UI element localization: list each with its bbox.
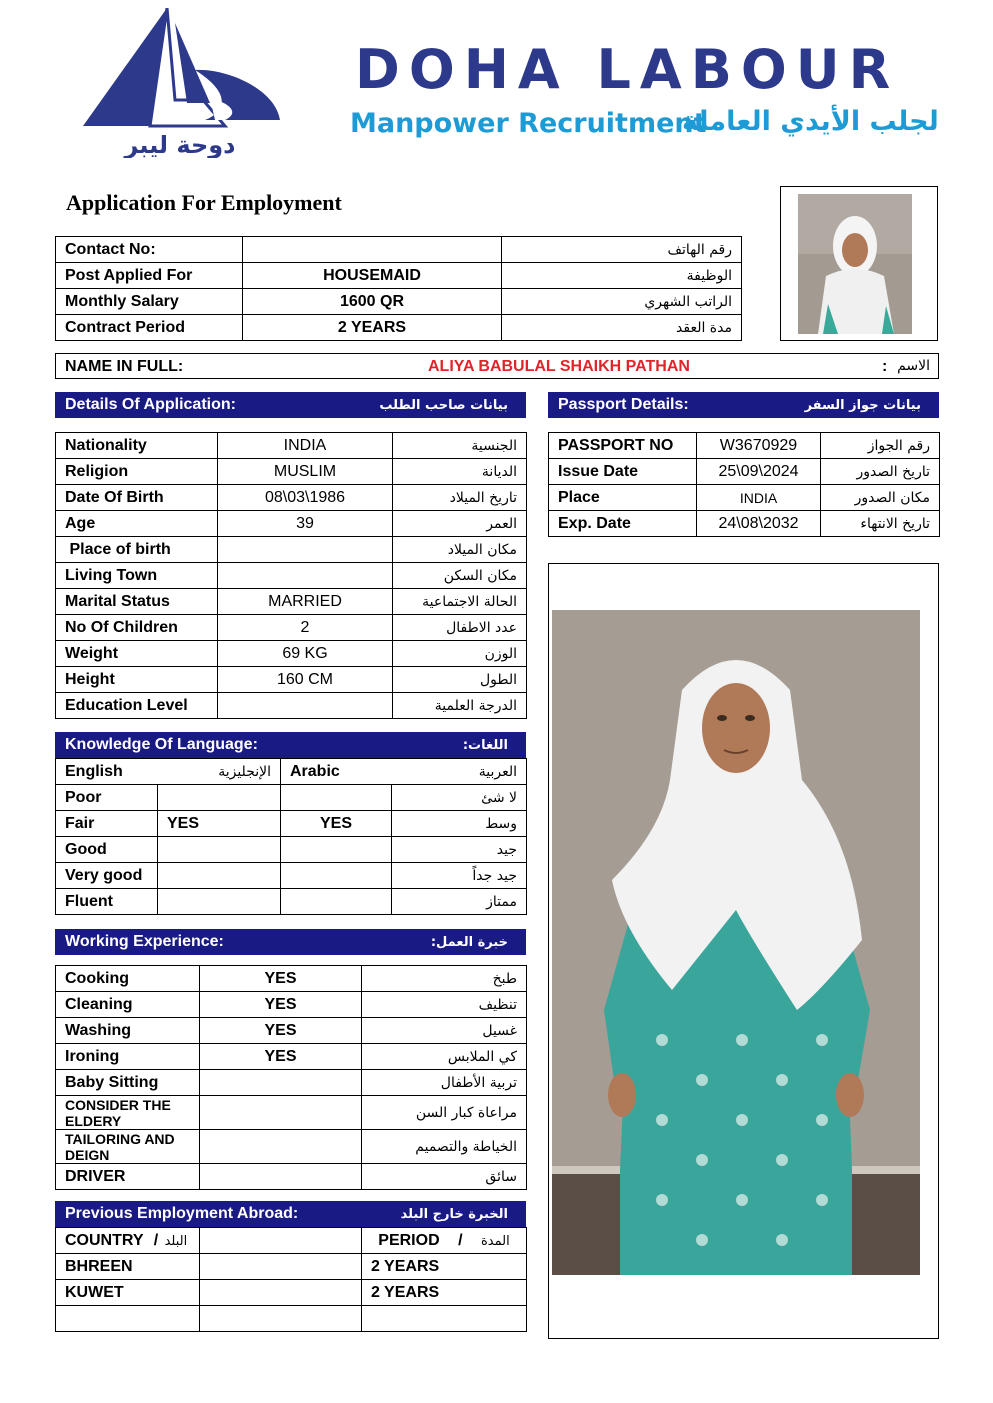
nationality-label: Nationality xyxy=(56,433,218,459)
tailoring-label-ar: الخياطة والتصميم xyxy=(362,1130,527,1164)
issue-place-value: INDIA xyxy=(697,485,821,511)
prev-country-2: KUWET xyxy=(56,1280,200,1306)
name-label: NAME IN FULL: xyxy=(65,358,184,375)
height-label: Height xyxy=(56,667,218,693)
period-col-label xyxy=(362,1228,527,1254)
issue-place-label-ar: مكان الصدور xyxy=(821,485,940,511)
experience-header-label: Working Experience: xyxy=(65,933,224,950)
nationality-value: INDIA xyxy=(218,433,393,459)
table-row xyxy=(56,459,527,485)
table-row xyxy=(56,863,527,889)
ironing-value: YES xyxy=(200,1044,362,1070)
english-col-label: English xyxy=(56,759,158,785)
small-photo-frame xyxy=(780,186,938,341)
living-town-value xyxy=(218,563,393,589)
passport-no-value: W3670929 xyxy=(697,433,821,459)
contact-label-ar: رقم الهاتف xyxy=(502,237,742,263)
arabic-very-good-value xyxy=(281,863,392,889)
driver-label-ar: سائق xyxy=(362,1164,527,1190)
details-header-ar: بيانات صاحب الطلب xyxy=(379,397,508,413)
level-good-label-ar: جيد xyxy=(392,837,527,863)
table-row xyxy=(56,1044,527,1070)
baby-sitting-label: Baby Sitting xyxy=(56,1070,200,1096)
language-header-label: Knowledge Of Language: xyxy=(65,736,258,753)
salary-label: Monthly Salary xyxy=(56,289,243,315)
table-row xyxy=(549,459,940,485)
age-label-ar: العمر xyxy=(393,511,527,537)
top-info-table xyxy=(55,236,742,341)
baby-sitting-value xyxy=(200,1070,362,1096)
previous-header-label: Previous Employment Abroad: xyxy=(65,1205,299,1222)
english-very-good-value xyxy=(158,863,281,889)
contract-value: 2 YEARS xyxy=(243,315,502,341)
table-row xyxy=(56,889,527,915)
applicant-photo-full xyxy=(552,610,920,1275)
prev-period-1: 2 YEARS xyxy=(362,1254,527,1280)
birthplace-label-ar: مكان الميلاد xyxy=(393,537,527,563)
prev-empty-3 xyxy=(200,1306,362,1332)
dob-value: 08\03\1986 xyxy=(218,485,393,511)
prev-period-2: 2 YEARS xyxy=(362,1280,527,1306)
birthplace-label: Place of birth xyxy=(56,537,218,563)
table-row xyxy=(56,315,742,341)
table-row xyxy=(549,485,940,511)
issue-date-value: 25\09\2024 xyxy=(697,459,821,485)
prev-empty-1 xyxy=(200,1254,362,1280)
language-header-ar: اللغات: xyxy=(462,737,508,753)
children-label: No Of Children xyxy=(56,615,218,641)
table-row xyxy=(56,837,527,863)
table-row xyxy=(56,785,527,811)
brand-subtitle-arabic: لجلب الأيدي العاملة xyxy=(682,106,939,137)
issue-place-label: Place xyxy=(549,485,697,511)
passport-header-ar: بيانات جواز السفر xyxy=(804,397,921,413)
previous-header xyxy=(55,1201,526,1227)
dob-label: Date Of Birth xyxy=(56,485,218,511)
details-table xyxy=(55,432,527,719)
details-header-label: Details Of Application: xyxy=(65,396,236,413)
cooking-label: Cooking xyxy=(56,966,200,992)
english-col-label-ar: الإنجليزية xyxy=(158,759,281,785)
post-label-ar: الوظيفة xyxy=(502,263,742,289)
details-header xyxy=(55,392,526,418)
company-logo xyxy=(75,8,285,158)
table-row xyxy=(56,1018,527,1044)
tailoring-value xyxy=(200,1130,362,1164)
experience-header-ar: خبرة العمل: xyxy=(430,934,508,950)
table-row xyxy=(56,811,527,837)
brand-subtitle: Manpower Recruitment xyxy=(350,108,707,139)
period-col-ar: المدة xyxy=(480,1233,510,1249)
level-fluent-label: Fluent xyxy=(56,889,158,915)
contact-value xyxy=(243,237,502,263)
table-row xyxy=(56,759,527,785)
applicant-photo-small xyxy=(798,194,912,334)
weight-label: Weight xyxy=(56,641,218,667)
level-poor-label-ar: لا شئ xyxy=(392,785,527,811)
table-row xyxy=(56,485,527,511)
arabic-fair-value: YES xyxy=(281,811,392,837)
level-very-good-label: Very good xyxy=(56,863,158,889)
cooking-label-ar: طبخ xyxy=(362,966,527,992)
post-value: HOUSEMAID xyxy=(243,263,502,289)
country-col-text: COUNTRY xyxy=(65,1231,144,1249)
experience-table xyxy=(55,965,527,1190)
issue-date-label-ar: تاريخ الصدور xyxy=(821,459,940,485)
country-col-sep: / xyxy=(153,1231,159,1249)
religion-value: MUSLIM xyxy=(218,459,393,485)
marital-label-ar: الحالة الاجتماعية xyxy=(393,589,527,615)
marital-value: MARRIED xyxy=(218,589,393,615)
english-fair-value: YES xyxy=(158,811,281,837)
table-row xyxy=(56,1254,527,1280)
passport-no-label-ar: رقم الجواز xyxy=(821,433,940,459)
level-poor-label: Poor xyxy=(56,785,158,811)
table-row xyxy=(56,1280,527,1306)
table-row xyxy=(56,563,527,589)
arabic-good-value xyxy=(281,837,392,863)
height-label-ar: الطول xyxy=(393,667,527,693)
previous-table xyxy=(55,1227,527,1332)
prev-country-1: BHREEN xyxy=(56,1254,200,1280)
washing-label: Washing xyxy=(56,1018,200,1044)
large-photo-frame xyxy=(548,563,939,1339)
language-table xyxy=(55,758,527,915)
previous-header-ar: الخبرة خارج البلد xyxy=(400,1206,508,1222)
marital-label: Marital Status xyxy=(56,589,218,615)
baby-sitting-label-ar: تربية الأطفال xyxy=(362,1070,527,1096)
table-row xyxy=(56,589,527,615)
period-col-sep: / xyxy=(458,1231,463,1249)
table-row xyxy=(56,1096,527,1130)
table-row xyxy=(56,263,742,289)
issue-date-label: Issue Date xyxy=(549,459,697,485)
table-row xyxy=(56,1070,527,1096)
age-value: 39 xyxy=(218,511,393,537)
name-row xyxy=(55,353,939,379)
table-row xyxy=(56,693,527,719)
name-label-ar: الاسم xyxy=(897,358,930,374)
salary-value: 1600 QR xyxy=(243,289,502,315)
arabic-fluent-value xyxy=(281,889,392,915)
passport-header-label: Passport Details: xyxy=(558,396,689,413)
cleaning-label: Cleaning xyxy=(56,992,200,1018)
table-row xyxy=(56,433,527,459)
weight-label-ar: الوزن xyxy=(393,641,527,667)
period-col-text: PERIOD xyxy=(378,1231,440,1249)
experience-header xyxy=(55,929,526,955)
table-row xyxy=(56,1306,527,1332)
country-col-ar: البلد xyxy=(164,1233,188,1249)
weight-value: 69 KG xyxy=(218,641,393,667)
driver-label: DRIVER xyxy=(56,1164,200,1190)
living-town-label-ar: مكان السكن xyxy=(393,563,527,589)
table-row xyxy=(56,537,527,563)
exp-date-value: 24\08\2032 xyxy=(697,511,821,537)
children-value: 2 xyxy=(218,615,393,641)
birthplace-value xyxy=(218,537,393,563)
contract-label: Contract Period xyxy=(56,315,243,341)
ironing-label-ar: كي الملابس xyxy=(362,1044,527,1070)
contract-label-ar: مدة العقد xyxy=(502,315,742,341)
passport-table xyxy=(548,432,940,537)
post-label: Post Applied For xyxy=(56,263,243,289)
education-label: Education Level xyxy=(56,693,218,719)
living-town-label: Living Town xyxy=(56,563,218,589)
driver-value xyxy=(200,1164,362,1190)
arabic-col-label: Arabic xyxy=(281,759,392,785)
children-label-ar: عدد الاطفال xyxy=(393,615,527,641)
elderly-value xyxy=(200,1096,362,1130)
cleaning-label-ar: تنظيف xyxy=(362,992,527,1018)
language-header xyxy=(55,732,526,758)
dob-label-ar: تاريخ الميلاد xyxy=(393,485,527,511)
english-good-value xyxy=(158,837,281,863)
tailoring-label: TAILORING AND DEIGN xyxy=(56,1130,200,1164)
table-row xyxy=(549,433,940,459)
table-row xyxy=(56,1228,527,1254)
prev-empty-2 xyxy=(200,1280,362,1306)
religion-label-ar: الديانة xyxy=(393,459,527,485)
education-label-ar: الدرجة العلمية xyxy=(393,693,527,719)
exp-date-label-ar: تاريخ الانتهاء xyxy=(821,511,940,537)
passport-header xyxy=(548,392,939,418)
level-very-good-label-ar: جيد جداً xyxy=(392,863,527,889)
table-row xyxy=(56,992,527,1018)
prev-period-3 xyxy=(362,1306,527,1332)
table-row xyxy=(56,237,742,263)
table-row xyxy=(56,615,527,641)
level-fair-label-ar: وسط xyxy=(392,811,527,837)
cleaning-value: YES xyxy=(200,992,362,1018)
height-value: 160 CM xyxy=(218,667,393,693)
passport-no-label: PASSPORT NO xyxy=(549,433,697,459)
contact-label: Contact No: xyxy=(56,237,243,263)
name-value: ALIYA BABULAL SHAIKH PATHAN xyxy=(428,358,690,375)
salary-label-ar: الراتب الشهري xyxy=(502,289,742,315)
level-fair-label: Fair xyxy=(56,811,158,837)
table-row xyxy=(56,667,527,693)
washing-label-ar: غسيل xyxy=(362,1018,527,1044)
logo-arabic-text: دوحة ليبر xyxy=(124,131,236,158)
education-value xyxy=(218,693,393,719)
name-colon: : xyxy=(882,358,888,375)
table-row xyxy=(56,289,742,315)
arabic-col-label-ar: العربية xyxy=(392,759,527,785)
english-poor-value xyxy=(158,785,281,811)
nationality-label-ar: الجنسية xyxy=(393,433,527,459)
brand-title: DOHA LABOUR xyxy=(355,38,900,101)
country-col-empty xyxy=(200,1228,362,1254)
arabic-poor-value xyxy=(281,785,392,811)
level-fluent-label-ar: ممتاز xyxy=(392,889,527,915)
washing-value: YES xyxy=(200,1018,362,1044)
table-row xyxy=(56,1164,527,1190)
elderly-label-ar: مراعاة كبار السن xyxy=(362,1096,527,1130)
religion-label: Religion xyxy=(56,459,218,485)
table-row xyxy=(56,1130,527,1164)
exp-date-label: Exp. Date xyxy=(549,511,697,537)
table-row xyxy=(549,511,940,537)
form-title: Application For Employment xyxy=(66,190,342,215)
age-label: Age xyxy=(56,511,218,537)
country-col-label xyxy=(56,1228,200,1254)
elderly-label: CONSIDER THE ELDERY xyxy=(56,1096,200,1130)
english-fluent-value xyxy=(158,889,281,915)
table-row xyxy=(56,641,527,667)
table-row xyxy=(56,511,527,537)
ironing-label: Ironing xyxy=(56,1044,200,1070)
prev-country-3 xyxy=(56,1306,200,1332)
table-row xyxy=(56,966,527,992)
cooking-value: YES xyxy=(200,966,362,992)
level-good-label: Good xyxy=(56,837,158,863)
